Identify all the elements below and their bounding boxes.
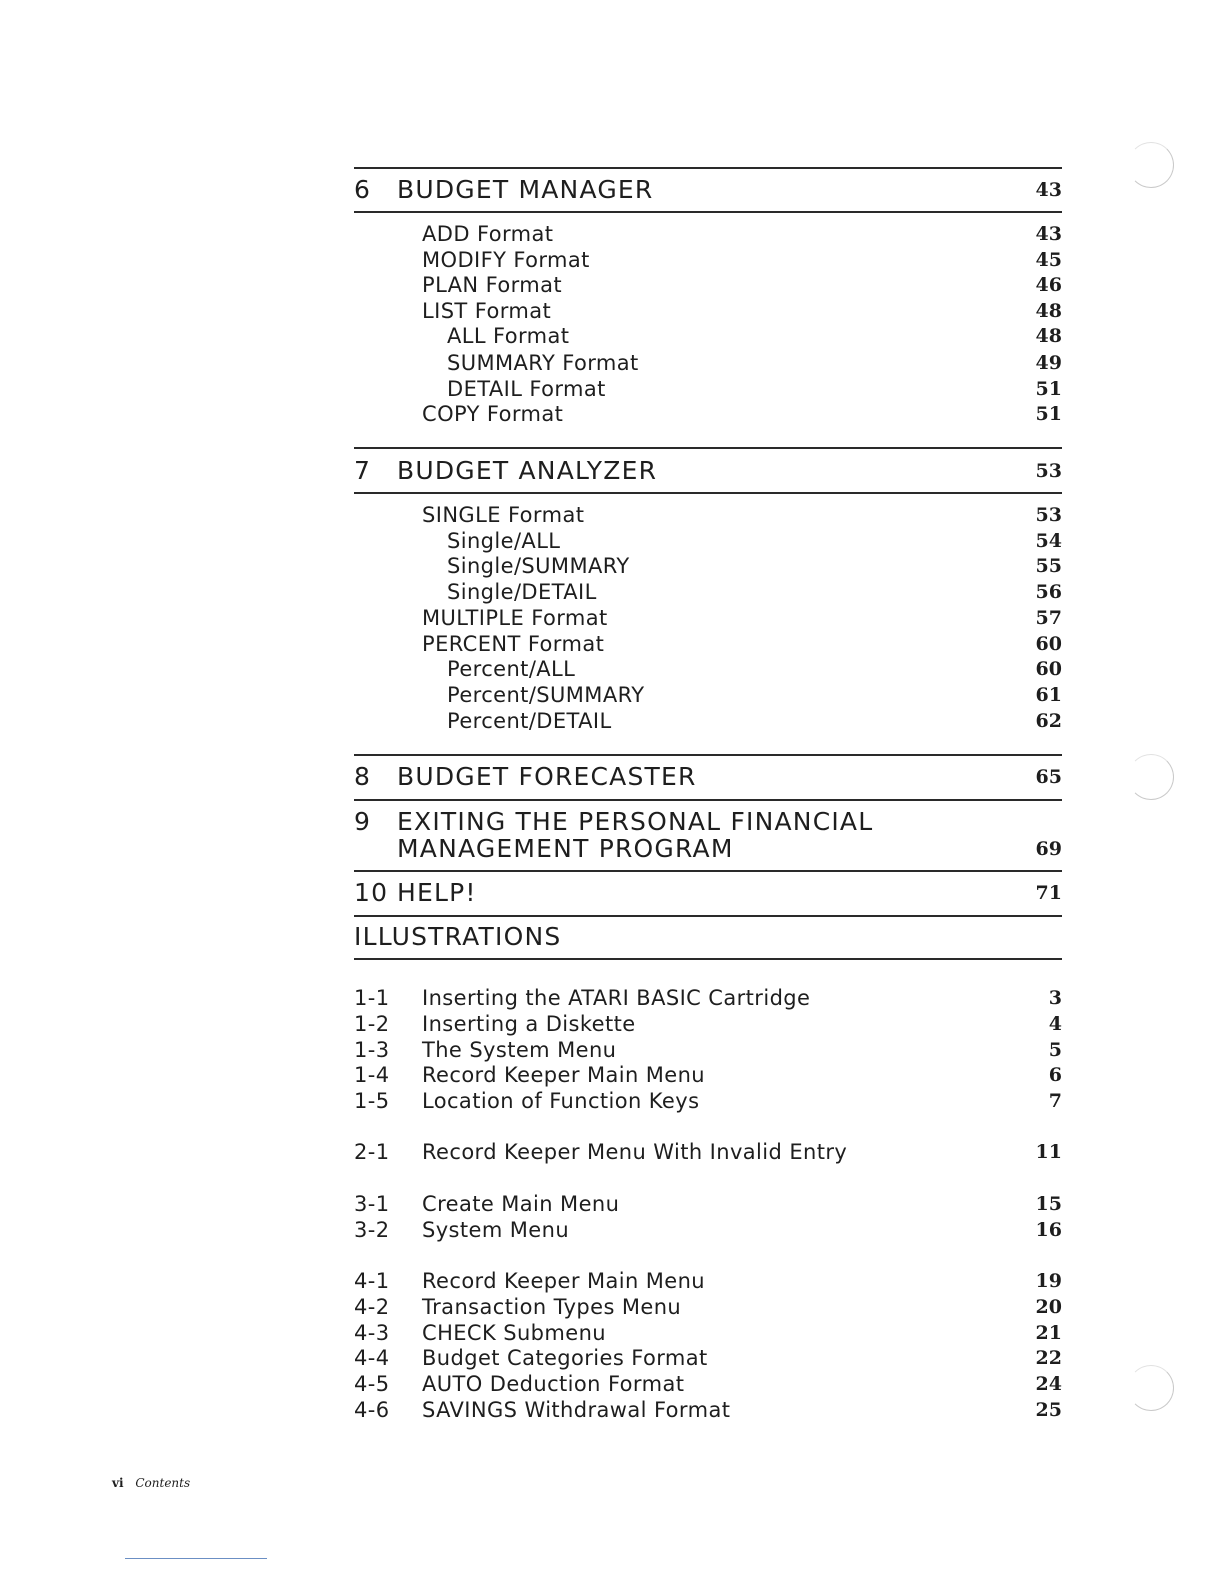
figure-number: 4-2 xyxy=(354,1295,390,1319)
figure-number: 3-2 xyxy=(354,1218,390,1242)
illustration-entry[interactable] xyxy=(354,1011,1062,1037)
toc-subentry[interactable] xyxy=(354,350,1062,376)
page-number: 7 xyxy=(1048,1090,1062,1112)
page-number: 55 xyxy=(1035,555,1062,577)
figure-title: Record Keeper Main Menu xyxy=(422,1063,706,1087)
illustration-entry[interactable] xyxy=(354,985,1062,1011)
scan-edge-line xyxy=(125,1558,267,1559)
divider xyxy=(354,958,1062,960)
toc-subentry[interactable] xyxy=(354,682,1062,708)
figure-number: 4-1 xyxy=(354,1269,390,1293)
chapter-heading[interactable] xyxy=(354,177,1062,203)
entry-title: LIST Format xyxy=(422,299,552,323)
divider xyxy=(354,492,1062,494)
figure-number: 2-1 xyxy=(354,1140,390,1164)
chapter-title: BUDGET ANALYZER xyxy=(397,456,658,485)
page-number: 5 xyxy=(1048,1039,1062,1061)
page-number: 54 xyxy=(1035,530,1062,552)
entry-title: DETAIL Format xyxy=(447,377,606,401)
chapter-number: 6 xyxy=(354,175,372,204)
toc-entry[interactable] xyxy=(354,298,1062,324)
figure-title: AUTO Deduction Format xyxy=(422,1372,685,1396)
chapter-heading[interactable] xyxy=(354,458,1062,484)
chapter-title: HELP! xyxy=(397,878,477,907)
page-number: 49 xyxy=(1035,352,1062,374)
entry-title: Percent/DETAIL xyxy=(447,709,612,733)
page-number: 25 xyxy=(1035,1399,1062,1421)
page-number: 16 xyxy=(1035,1219,1062,1241)
toc-subentry[interactable] xyxy=(354,528,1062,554)
figure-title: Inserting a Diskette xyxy=(422,1012,636,1036)
entry-title: ADD Format xyxy=(422,222,554,246)
divider xyxy=(354,799,1062,801)
page-number: 65 xyxy=(1035,766,1062,788)
chapter-number: 7 xyxy=(354,456,372,485)
figure-title: Budget Categories Format xyxy=(422,1346,708,1370)
page-number: 43 xyxy=(1035,223,1062,245)
toc-subentry[interactable] xyxy=(354,708,1062,734)
page-number: 60 xyxy=(1035,658,1062,680)
illustration-entry[interactable] xyxy=(354,1294,1062,1320)
toc-entry[interactable] xyxy=(354,631,1062,657)
toc-entry[interactable] xyxy=(354,401,1062,427)
page-number: 20 xyxy=(1035,1296,1062,1318)
toc-entry[interactable] xyxy=(354,502,1062,528)
figure-title: The System Menu xyxy=(422,1038,617,1062)
binder-hole xyxy=(1128,1365,1174,1411)
table-of-contents xyxy=(354,0,1062,1584)
divider xyxy=(354,211,1062,213)
footer-label: Contents xyxy=(135,1476,191,1490)
illustration-entry[interactable] xyxy=(354,1345,1062,1371)
page-number: 48 xyxy=(1035,300,1062,322)
page-number: 22 xyxy=(1035,1347,1062,1369)
entry-title: PLAN Format xyxy=(422,273,562,297)
figure-number: 3-1 xyxy=(354,1192,390,1216)
divider xyxy=(354,870,1062,872)
page-number: 6 xyxy=(1048,1064,1062,1086)
page-number: 69 xyxy=(1035,838,1062,860)
chapter-title: BUDGET MANAGER xyxy=(397,175,654,204)
page-footer xyxy=(112,1476,190,1490)
figure-title: Record Keeper Menu With Invalid Entry xyxy=(422,1140,848,1164)
binder-hole xyxy=(1128,142,1174,188)
page-number: 24 xyxy=(1035,1373,1062,1395)
entry-title: MULTIPLE Format xyxy=(422,606,608,630)
illustration-entry[interactable] xyxy=(354,1268,1062,1294)
toc-subentry[interactable] xyxy=(354,579,1062,605)
divider xyxy=(354,915,1062,917)
chapter-number: 8 xyxy=(354,762,372,791)
chapter-title-line-2: MANAGEMENT PROGRAM xyxy=(397,834,734,863)
divider xyxy=(354,167,1062,169)
figure-title: Inserting the ATARI BASIC Cartridge xyxy=(422,986,811,1010)
chapter-heading[interactable] xyxy=(354,880,1062,906)
divider xyxy=(354,754,1062,756)
figure-number: 4-3 xyxy=(354,1321,390,1345)
toc-entry[interactable] xyxy=(354,221,1062,247)
section-title: ILLUSTRATIONS xyxy=(354,922,562,951)
page-number: 19 xyxy=(1035,1270,1062,1292)
toc-subentry[interactable] xyxy=(354,656,1062,682)
page-number: 53 xyxy=(1035,504,1062,526)
chapter-title-line-1: EXITING THE PERSONAL FINANCIAL xyxy=(397,807,874,836)
entry-title: COPY Format xyxy=(422,402,564,426)
entry-title: Percent/ALL xyxy=(447,657,576,681)
entry-title: PERCENT Format xyxy=(422,632,605,656)
figure-number: 4-4 xyxy=(354,1346,390,1370)
entry-title: Single/ALL xyxy=(447,529,561,553)
page-number: 56 xyxy=(1035,581,1062,603)
illustration-entry[interactable] xyxy=(354,1062,1062,1088)
entry-title: SUMMARY Format xyxy=(447,351,639,375)
page-number: 71 xyxy=(1035,882,1062,904)
entry-title: Single/DETAIL xyxy=(447,580,597,604)
entry-title: ALL Format xyxy=(447,324,570,348)
footer-page-number: vi xyxy=(112,1476,124,1490)
divider xyxy=(354,447,1062,449)
figure-title: Record Keeper Main Menu xyxy=(422,1269,706,1293)
chapter-heading[interactable] xyxy=(354,809,1062,835)
toc-subentry[interactable] xyxy=(354,553,1062,579)
page-number: 61 xyxy=(1035,684,1062,706)
figure-number: 1-3 xyxy=(354,1038,390,1062)
figure-title: CHECK Submenu xyxy=(422,1321,606,1345)
entry-title: SINGLE Format xyxy=(422,503,585,527)
figure-title: Location of Function Keys xyxy=(422,1089,700,1113)
figure-number: 1-1 xyxy=(354,986,390,1010)
chapter-heading-continued[interactable] xyxy=(354,836,1062,862)
toc-subentry[interactable] xyxy=(354,323,1062,349)
page-number: 3 xyxy=(1048,987,1062,1009)
figure-number: 1-4 xyxy=(354,1063,390,1087)
page-number: 11 xyxy=(1035,1141,1062,1163)
entry-title: Single/SUMMARY xyxy=(447,554,630,578)
figure-number: 1-5 xyxy=(354,1089,390,1113)
illustration-entry[interactable] xyxy=(354,1371,1062,1397)
figure-number: 4-5 xyxy=(354,1372,390,1396)
page-number: 21 xyxy=(1035,1322,1062,1344)
entry-title: Percent/SUMMARY xyxy=(447,683,645,707)
page-number: 4 xyxy=(1048,1013,1062,1035)
illustration-entry[interactable] xyxy=(354,1139,1062,1165)
page-number: 46 xyxy=(1035,274,1062,296)
page-number: 15 xyxy=(1035,1193,1062,1215)
figure-number: 4-6 xyxy=(354,1398,390,1422)
figure-number: 1-2 xyxy=(354,1012,390,1036)
toc-entry[interactable] xyxy=(354,605,1062,631)
chapter-number: 9 xyxy=(354,807,372,836)
figure-title: SAVINGS Withdrawal Format xyxy=(422,1398,731,1422)
page-number: 45 xyxy=(1035,249,1062,271)
page-number: 43 xyxy=(1035,179,1062,201)
illustration-entry[interactable] xyxy=(354,1037,1062,1063)
figure-title: Transaction Types Menu xyxy=(422,1295,682,1319)
figure-title: Create Main Menu xyxy=(422,1192,620,1216)
page-number: 60 xyxy=(1035,633,1062,655)
page-number: 53 xyxy=(1035,460,1062,482)
page-number: 48 xyxy=(1035,325,1062,347)
illustration-entry[interactable] xyxy=(354,1191,1062,1217)
chapter-heading[interactable] xyxy=(354,764,1062,790)
toc-entry[interactable] xyxy=(354,272,1062,298)
toc-subentry[interactable] xyxy=(354,376,1062,402)
chapter-number: 10 xyxy=(354,878,389,907)
binder-hole xyxy=(1128,754,1174,800)
illustration-entry[interactable] xyxy=(354,1397,1062,1423)
page-number: 51 xyxy=(1035,378,1062,400)
page-number: 51 xyxy=(1035,403,1062,425)
illustration-entry[interactable] xyxy=(354,1217,1062,1243)
illustration-entry[interactable] xyxy=(354,1088,1062,1114)
illustrations-heading xyxy=(354,924,1062,950)
entry-title: MODIFY Format xyxy=(422,248,590,272)
page-number: 62 xyxy=(1035,710,1062,732)
toc-entry[interactable] xyxy=(354,247,1062,273)
figure-title: System Menu xyxy=(422,1218,570,1242)
page-number: 57 xyxy=(1035,607,1062,629)
chapter-title: BUDGET FORECASTER xyxy=(397,762,697,791)
illustration-entry[interactable] xyxy=(354,1320,1062,1346)
